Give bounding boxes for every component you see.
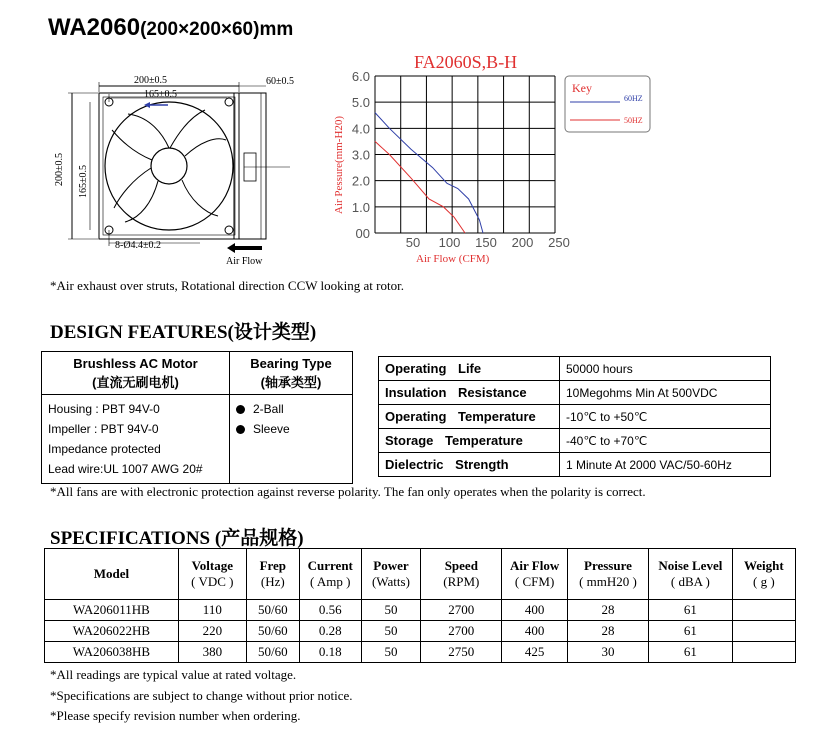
chart-ylabel: Air Pessure(mm-H20) [333, 115, 345, 214]
spec-cell: 61 [649, 600, 733, 621]
spec-cell: 0.56 [299, 600, 361, 621]
table-row [45, 621, 796, 642]
spec-note-1: *All readings are typical value at rated voltage. [50, 667, 297, 682]
table-row [45, 642, 796, 663]
spec-col-header [299, 549, 361, 600]
holes-dim-label: 8-Ø4.4±0.2 [115, 240, 162, 251]
spec-col-name: Model [93, 566, 130, 581]
table-row [45, 600, 796, 621]
feature-value: -40℃ to +70℃ [560, 429, 771, 453]
spec-col-unit: (Hz) [260, 574, 285, 589]
spec-cell [732, 642, 795, 663]
feature-row [379, 381, 771, 405]
spec-col-name: Speed [444, 558, 478, 573]
feature-label: Storage Temperature [379, 429, 560, 453]
spec-cell: 220 [178, 621, 246, 642]
feature-label: Dielectric Strength [379, 453, 560, 477]
y-tick-label: 00 [355, 226, 370, 241]
spec-col-header [361, 549, 420, 600]
y-tick-label: 2.0 [351, 173, 370, 189]
spec-col-unit: ( VDC ) [191, 574, 234, 589]
page-title [48, 14, 293, 42]
bearing-item-label: 2-Ball [253, 402, 284, 416]
spec-col-header [246, 549, 299, 600]
motor-item: Lead wire:UL 1007 AWG 20# [48, 462, 203, 476]
spec-col-unit: ( CFM) [514, 574, 555, 589]
model-title: WA2060 [48, 14, 141, 41]
chart-title: FA2060S,B-H [414, 52, 518, 72]
motor-header-en: Brushless AC Motor [73, 356, 198, 371]
x-tick-label: 50 [405, 235, 421, 250]
motor-item: Housing : PBT 94V-0 [48, 402, 160, 416]
feature-label: Operating Life [379, 357, 560, 381]
feature-label: Insulation Resistance [379, 381, 560, 405]
spec-col-unit: ( Amp ) [310, 574, 351, 589]
spec-col-name: Weight [743, 558, 784, 573]
bearing-header-en: Bearing Type [250, 356, 332, 371]
motor-item: Impedance protected [48, 442, 161, 456]
inner-height-dim-label: 165±0.5 [78, 165, 89, 198]
x-tick-label: 200 [511, 235, 534, 250]
spec-cell: 28 [567, 600, 648, 621]
spec-col-name: Air Flow [509, 558, 560, 573]
bearing-item [236, 419, 346, 439]
spec-col-unit: (RPM) [443, 574, 480, 589]
fan-hub [151, 148, 187, 184]
y-tick-label: 5.0 [351, 95, 370, 111]
motor-header [42, 352, 230, 395]
bullet-icon [236, 405, 245, 414]
spec-cell: 28 [567, 621, 648, 642]
y-tick-label: 4.0 [351, 121, 370, 137]
bearing-item-label: Sleeve [253, 422, 290, 436]
spec-cell: 50/60 [246, 621, 299, 642]
feature-row [379, 357, 771, 381]
feature-value: -10℃ to +50℃ [560, 405, 771, 429]
x-tick-label: 100 [438, 235, 461, 250]
fan-front-frame [99, 93, 239, 239]
airflow-arrow [227, 243, 262, 253]
pq-chart [328, 46, 658, 271]
spec-col-name: Voltage [191, 558, 234, 573]
feature-value: 50000 hours [560, 357, 771, 381]
chart-grid [375, 76, 555, 233]
spec-cell: 30 [567, 642, 648, 663]
spec-cell: 50 [361, 621, 420, 642]
spec-cell: 50 [361, 642, 420, 663]
specs-header-row [45, 549, 796, 600]
dimensions-title: (200×200×60)mm [140, 19, 294, 40]
bearing-header-cn: (轴承类型) [260, 375, 322, 390]
spec-col-header [45, 549, 179, 600]
spec-col-header [732, 549, 795, 600]
spec-cell: WA206038HB [45, 642, 179, 663]
exhaust-note: *Air exhaust over struts, Rotational direction CCW looking at rotor. [50, 278, 404, 293]
spec-col-name: Power [373, 558, 409, 573]
y-tick-label: 6.0 [351, 69, 370, 84]
motor-items [42, 395, 230, 484]
spec-col-header [502, 549, 567, 600]
spec-cell [732, 600, 795, 621]
spec-cell: 110 [178, 600, 246, 621]
spec-col-name: Noise Level [658, 558, 723, 573]
fan-circle [105, 102, 233, 230]
spec-cell: 50/60 [246, 642, 299, 663]
specs-heading: SPECIFICATIONS (产品规格) [50, 528, 304, 549]
spec-cell [732, 621, 795, 642]
spec-cell: 0.18 [299, 642, 361, 663]
x-tick-label: 250 [548, 235, 570, 250]
bullet-icon [236, 425, 245, 434]
legend-label-60hz: 60HZ [624, 94, 643, 103]
bearing-header [230, 352, 353, 395]
inner-dim-label: 165±0.5 [144, 89, 177, 100]
width-dim-label: 200±0.5 [134, 75, 167, 86]
feature-row [379, 429, 771, 453]
series-line-60hz [375, 113, 483, 233]
design-heading: DESIGN FEATURES(设计类型) [50, 322, 317, 343]
airflow-arrow-label: Air Flow [226, 256, 263, 267]
y-tick-label: 1.0 [351, 199, 370, 215]
spec-col-unit: ( mmH20 ) [579, 574, 637, 589]
specs-table [44, 548, 796, 663]
polarity-note: *All fans are with electronic protection against reverse polarity. The fan only operates when the polarity is correct. [50, 484, 646, 499]
bearing-item [236, 399, 346, 419]
feature-value: 10Megohms Min At 500VDC [560, 381, 771, 405]
feature-value: 1 Minute At 2000 VAC/50-60Hz [560, 453, 771, 477]
spec-cell: 61 [649, 642, 733, 663]
spec-cell: 2750 [421, 642, 502, 663]
motor-header-cn: (直流无刷电机) [92, 375, 179, 390]
feature-label: Operating Temperature [379, 405, 560, 429]
spec-col-header [421, 549, 502, 600]
spec-cell: 50 [361, 600, 420, 621]
spec-cell: WA206011HB [45, 600, 179, 621]
feature-row [379, 453, 771, 477]
series-line-50hz [375, 141, 465, 233]
spec-col-name: Pressure [584, 558, 632, 573]
spec-cell: 2700 [421, 621, 502, 642]
height-dim-label: 200±0.5 [54, 153, 65, 186]
feature-row [379, 405, 771, 429]
spec-col-unit: ( dBA ) [670, 574, 710, 589]
spec-col-header [178, 549, 246, 600]
spec-cell: 400 [502, 600, 567, 621]
spec-col-name: Current [307, 558, 353, 573]
features-table [378, 356, 771, 477]
spec-col-header [567, 549, 648, 600]
spec-cell: 2700 [421, 600, 502, 621]
depth-dim-label: 60±0.5 [266, 76, 294, 87]
spec-col-unit: (Watts) [371, 574, 410, 589]
spec-cell: 425 [502, 642, 567, 663]
y-tick-label: 3.0 [351, 147, 370, 163]
spec-cell: 400 [502, 621, 567, 642]
chart-xlabel: Air Flow (CFM) [416, 253, 490, 265]
spec-col-name: Frep [259, 558, 287, 573]
spec-note-3: *Please specify revision number when ordering. [50, 708, 301, 723]
legend-title: Key [572, 81, 592, 95]
x-tick-label: 150 [475, 235, 497, 250]
spec-col-header [649, 549, 733, 600]
spec-col-unit: ( g ) [752, 574, 775, 589]
legend-label-50hz: 50HZ [624, 116, 643, 125]
spec-cell: 50/60 [246, 600, 299, 621]
motor-bearing-table [41, 351, 353, 484]
spec-cell: 380 [178, 642, 246, 663]
spec-cell: WA206022HB [45, 621, 179, 642]
spec-cell: 61 [649, 621, 733, 642]
fan-technical-drawing [40, 68, 325, 273]
bearing-items [230, 395, 353, 484]
motor-item: Impeller : PBT 94V-0 [48, 422, 159, 436]
spec-note-2: *Specifications are subject to change without prior notice. [50, 688, 353, 703]
spec-cell: 0.28 [299, 621, 361, 642]
